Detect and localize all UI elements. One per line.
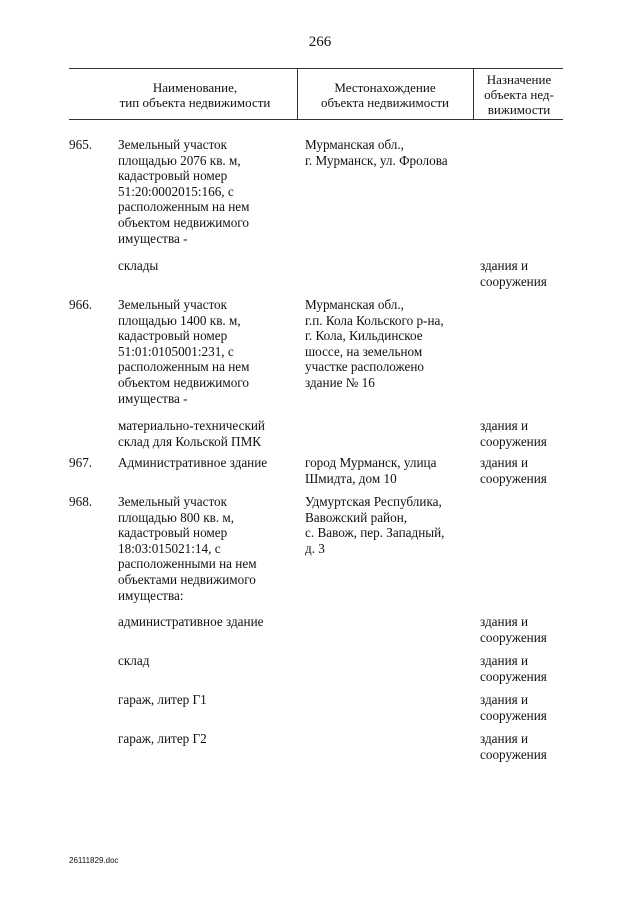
header-line: объекта недвижимости <box>321 95 449 110</box>
object-name-line: Земельный участок <box>118 297 228 312</box>
header-line: тип объекта недвижимости <box>119 95 271 110</box>
object-location-line: город Мурманск, улица <box>305 455 437 470</box>
object-name-line: кадастровый номер <box>118 168 228 184</box>
object-name-line: гараж, литер Г2 <box>118 731 207 746</box>
object-purpose <box>480 418 547 449</box>
object-location-line: г.п. Кола Кольского р-на, <box>305 312 444 328</box>
object-name-line: объектами недвижимого <box>118 571 256 587</box>
object-name-line: Земельный участок <box>118 137 228 152</box>
object-purpose-line: здания и <box>480 614 529 629</box>
object-name <box>118 614 263 630</box>
object-purpose <box>480 692 547 723</box>
object-name-line: материально-технический <box>118 418 265 433</box>
object-name-line: объектом недвижимого <box>118 214 249 230</box>
object-purpose-line: сооружения <box>480 273 547 289</box>
object-purpose-line: здания и <box>480 455 529 470</box>
object-name-line: расположенным на нем <box>118 359 250 375</box>
object-name-line: кадастровый номер <box>118 328 228 344</box>
object-name-line: административное здание <box>118 614 264 629</box>
object-name-line: расположенным на нем <box>118 199 250 215</box>
header-line: Наименование, <box>152 80 238 95</box>
object-purpose-line: здания и <box>480 692 529 707</box>
header-line: Назначение <box>486 72 552 87</box>
row-number: 965. <box>69 137 93 152</box>
object-name-line: Административное здание <box>118 455 268 470</box>
object-name <box>118 731 207 747</box>
object-name-line: имущества - <box>118 390 188 406</box>
object-name-line: имущества - <box>118 230 188 246</box>
object-location <box>305 455 436 486</box>
object-name <box>118 692 207 708</box>
object-location-line: Шмидта, дом 10 <box>305 470 397 486</box>
object-purpose-line: сооружения <box>480 433 547 449</box>
object-location-line: г. Кола, Кильдинское <box>305 328 423 344</box>
object-purpose-line: здания и <box>480 731 529 746</box>
object-name-line: площадью 800 кв. м, <box>118 509 235 525</box>
object-name <box>118 455 267 471</box>
object-name-line: расположенными на нем <box>118 556 257 572</box>
object-purpose-line: сооружения <box>480 470 547 486</box>
object-name-line: гараж, литер Г1 <box>118 692 207 707</box>
object-name-line: площадью 1400 кв. м, <box>118 312 241 328</box>
object-name <box>118 653 149 669</box>
object-name-line: склады <box>118 258 159 273</box>
object-name <box>118 258 158 274</box>
object-purpose-line: сооружения <box>480 668 547 684</box>
object-name <box>118 137 250 246</box>
object-location-line: с. Вавож, пер. Западный, <box>305 525 445 541</box>
row-number: 967. <box>69 455 93 470</box>
object-purpose <box>480 614 547 645</box>
object-location-line: Мурманская обл., <box>305 137 404 152</box>
object-purpose <box>480 653 547 684</box>
object-name <box>118 494 257 603</box>
column-divider-1 <box>297 69 298 119</box>
header-line: Местонахождение <box>334 80 436 95</box>
object-location-line: шоссе, на земельном <box>305 343 423 359</box>
object-location-line: д. 3 <box>305 540 325 556</box>
table-top-rule <box>69 68 563 69</box>
object-location <box>305 297 444 391</box>
column-divider-2 <box>473 69 474 119</box>
object-purpose-line: здания и <box>480 418 529 433</box>
object-name-line: склад <box>118 653 150 668</box>
object-purpose-line: сооружения <box>480 629 547 645</box>
object-location-line: участке расположено <box>305 359 424 375</box>
document-id: 26111829.doc <box>69 856 119 865</box>
object-location-line: Мурманская обл., <box>305 297 404 312</box>
object-purpose <box>480 455 547 486</box>
header-line: вижимости <box>487 102 551 117</box>
object-name-line: объектом недвижимого <box>118 374 249 390</box>
object-name-line: 51:01:0105001:231, с <box>118 343 234 359</box>
object-location-line: Удмуртская Республика, <box>305 494 442 509</box>
header-name-type <box>100 80 290 110</box>
object-name-line: площадью 2076 кв. м, <box>118 152 241 168</box>
object-location <box>305 494 444 556</box>
page-number: 266 <box>308 34 332 50</box>
header-location <box>305 80 465 110</box>
object-location-line: здание № 16 <box>305 374 375 390</box>
object-location-line: Вавожский район, <box>305 509 408 525</box>
object-location <box>305 137 448 168</box>
object-purpose-line: сооружения <box>480 746 547 762</box>
object-purpose-line: здания и <box>480 258 529 273</box>
object-purpose <box>480 258 547 289</box>
object-purpose-line: здания и <box>480 653 529 668</box>
object-name-line: имущества: <box>118 587 184 603</box>
object-name <box>118 297 250 406</box>
row-number: 968. <box>69 494 93 509</box>
object-name <box>118 418 265 449</box>
header-purpose <box>476 72 562 117</box>
row-number: 966. <box>69 297 93 312</box>
object-name-line: кадастровый номер <box>118 525 228 541</box>
object-purpose <box>480 731 547 762</box>
object-name-line: 18:03:015021:14, с <box>118 540 221 556</box>
object-name-line: Земельный участок <box>118 494 228 509</box>
header-line: объекта нед- <box>484 87 554 102</box>
object-name-line: склад для Кольской ПМК <box>118 433 262 449</box>
object-location-line: г. Мурманск, ул. Фролова <box>305 152 448 168</box>
object-purpose-line: сооружения <box>480 707 547 723</box>
table-header-bottom-rule <box>69 119 563 120</box>
object-name-line: 51:20:0002015:166, с <box>118 183 234 199</box>
